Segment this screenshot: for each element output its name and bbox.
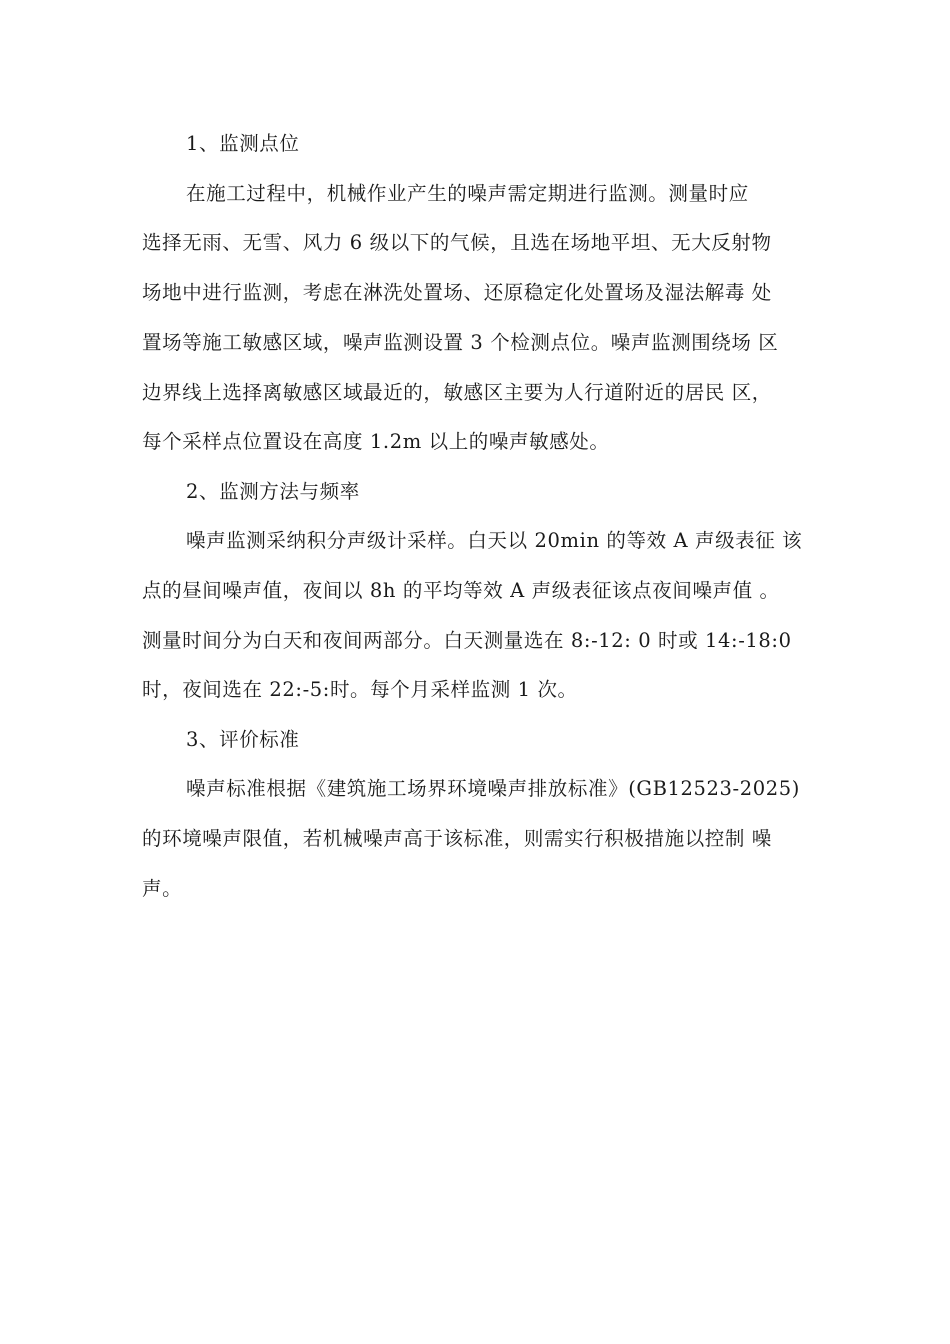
section-2-paragraph-line: 时，夜间选在 22:-5:时。每个月采样监测 1 次。 bbox=[142, 678, 578, 701]
section-3-paragraph-line: 噪声标准根据《建筑施工场界环境噪声排放标准》(GB12523-2025) bbox=[186, 777, 800, 800]
section-2-paragraph-line: 测量时间分为白天和夜间两部分。白天测量选在 8:-12: 0 时或 14:-18:0 bbox=[142, 629, 792, 652]
section-1-paragraph-line: 在施工过程中，机械作业产生的噪声需定期进行监测。测量时应 bbox=[186, 182, 749, 205]
section-2-paragraph-line: 噪声监测采纳积分声级计采样。白天以 20min 的等效 A 声级表征 该 bbox=[186, 529, 803, 552]
section-1-paragraph-line: 选择无雨、无雪、风力 6 级以下的气候，且选在场地平坦、无大反射物 bbox=[142, 231, 772, 254]
section-1-heading: 1、监测点位 bbox=[186, 132, 300, 155]
section-2-heading: 2、监测方法与频率 bbox=[186, 480, 360, 503]
section-1-paragraph-line: 边界线上选择离敏感区域最近的，敏感区主要为人行道附近的居民 区， bbox=[142, 381, 772, 404]
section-2-paragraph-line: 点的昼间噪声值，夜间以 8h 的平均等效 A 声级表征该点夜间噪声值 。 bbox=[142, 579, 780, 602]
section-1-paragraph-line: 场地中进行监测，考虑在淋洗处置场、还原稳定化处置场及湿法解毒 处 bbox=[142, 281, 772, 304]
section-3-heading: 3、评价标准 bbox=[186, 728, 300, 751]
section-1-paragraph-line: 每个采样点位置设在高度 1.2m 以上的噪声敏感处。 bbox=[142, 430, 610, 453]
section-3-paragraph-line: 的环境噪声限值，若机械噪声高于该标准，则需实行积极措施以控制 噪 bbox=[142, 827, 772, 850]
section-1-paragraph-line: 置场等施工敏感区域，噪声监测设置 3 个检测点位。噪声监测围绕场 区 bbox=[142, 331, 779, 354]
section-3-paragraph-line: 声。 bbox=[142, 877, 183, 900]
